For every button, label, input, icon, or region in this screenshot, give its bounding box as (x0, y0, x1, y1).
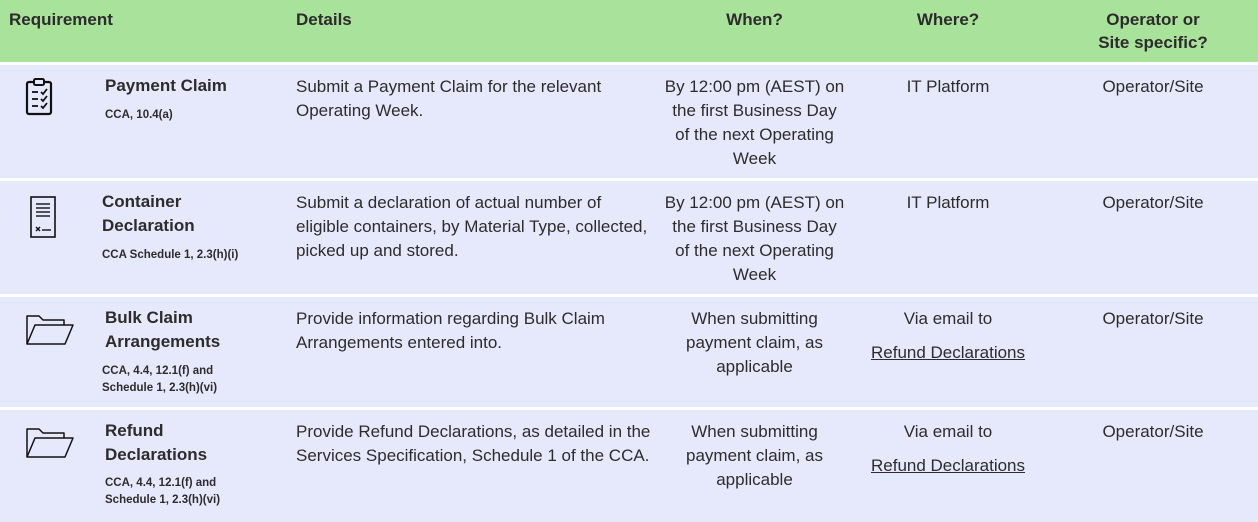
table-row (0, 297, 1258, 410)
requirement-title (102, 190, 195, 238)
header-operator (1058, 8, 1248, 54)
requirement-title (105, 74, 227, 98)
clipboard-checklist-icon (24, 77, 54, 117)
details-text: Provide Refund Declarations, as detailed in the Services Specification, Schedule 1 of the CCA. (296, 422, 651, 465)
reference-line1: CCA Schedule 1, 2.3(h)(i) (102, 249, 239, 261)
where-text: IT Platform (906, 77, 990, 96)
reference-line1: CCA, 4.4, 12.1(f) and (102, 365, 214, 377)
when-text: By 12:00 pm (AEST) on the first Business Day of the next Operating Week (664, 193, 845, 284)
details-text: Submit a Payment Claim for the relevant Operating Week. (296, 77, 602, 120)
operator-text: Operator/Site (1102, 309, 1204, 328)
header-when: When? (726, 10, 783, 29)
requirement-reference (102, 363, 217, 397)
requirement-title-line2: Arrangements (105, 332, 221, 351)
when-text: When submitting payment claim, as applicable (686, 309, 823, 376)
table-row (0, 410, 1258, 522)
table-row (0, 181, 1258, 297)
operator-text: Operator/Site (1102, 77, 1204, 96)
header-operator-line1: Operator or (1106, 10, 1200, 29)
header-details: Details (296, 10, 352, 29)
when-text: When submitting payment claim, as applicable (686, 422, 823, 489)
where-cell (850, 307, 1046, 365)
requirement-reference (105, 107, 173, 124)
refund-declarations-link[interactable]: Refund Declarations (870, 343, 1026, 362)
where-text: IT Platform (906, 193, 990, 212)
header-where: Where? (916, 10, 980, 29)
requirement-title-line1: Payment Claim (105, 76, 227, 95)
requirement-title (105, 306, 220, 354)
requirement-title-line1: Container (102, 192, 182, 211)
reference-line1: CCA, 4.4, 12.1(f) and (105, 477, 217, 489)
requirement-title (105, 419, 207, 467)
table-row (0, 65, 1258, 181)
details-text: Submit a declaration of actual number of eligible containers, by Material Type, collected, picked up and stored. (296, 193, 648, 260)
declaration-document-icon (28, 195, 58, 239)
where-text: Via email to (903, 309, 993, 328)
where-text: Via email to (903, 422, 993, 441)
requirement-title-line2: Declarations (105, 445, 208, 464)
header-requirement: Requirement (9, 10, 113, 29)
header-operator-line2: Site specific? (1098, 33, 1208, 52)
reference-line1: CCA, 10.4(a) (105, 109, 173, 121)
where-cell (850, 75, 1046, 99)
table-header (0, 0, 1258, 65)
operator-text: Operator/Site (1102, 422, 1204, 441)
requirement-reference (102, 247, 238, 264)
refund-declarations-link[interactable]: Refund Declarations (870, 456, 1026, 475)
requirement-title-line2: Declaration (102, 216, 195, 235)
details-text: Provide information regarding Bulk Claim Arrangements entered into. (296, 309, 605, 352)
requirement-reference (105, 475, 220, 509)
open-folder-icon (24, 424, 76, 460)
reference-line2: Schedule 1, 2.3(h)(vi) (102, 382, 218, 394)
requirement-title-line1: Bulk Claim (105, 308, 193, 327)
when-text: By 12:00 pm (AEST) on the first Business Day of the next Operating Week (664, 77, 845, 168)
where-cell (850, 420, 1046, 478)
reference-line2: Schedule 1, 2.3(h)(vi) (105, 494, 221, 506)
where-cell (850, 191, 1046, 215)
operator-text: Operator/Site (1102, 193, 1204, 212)
open-folder-icon (24, 311, 76, 347)
requirement-title-line1: Refund (105, 421, 164, 440)
